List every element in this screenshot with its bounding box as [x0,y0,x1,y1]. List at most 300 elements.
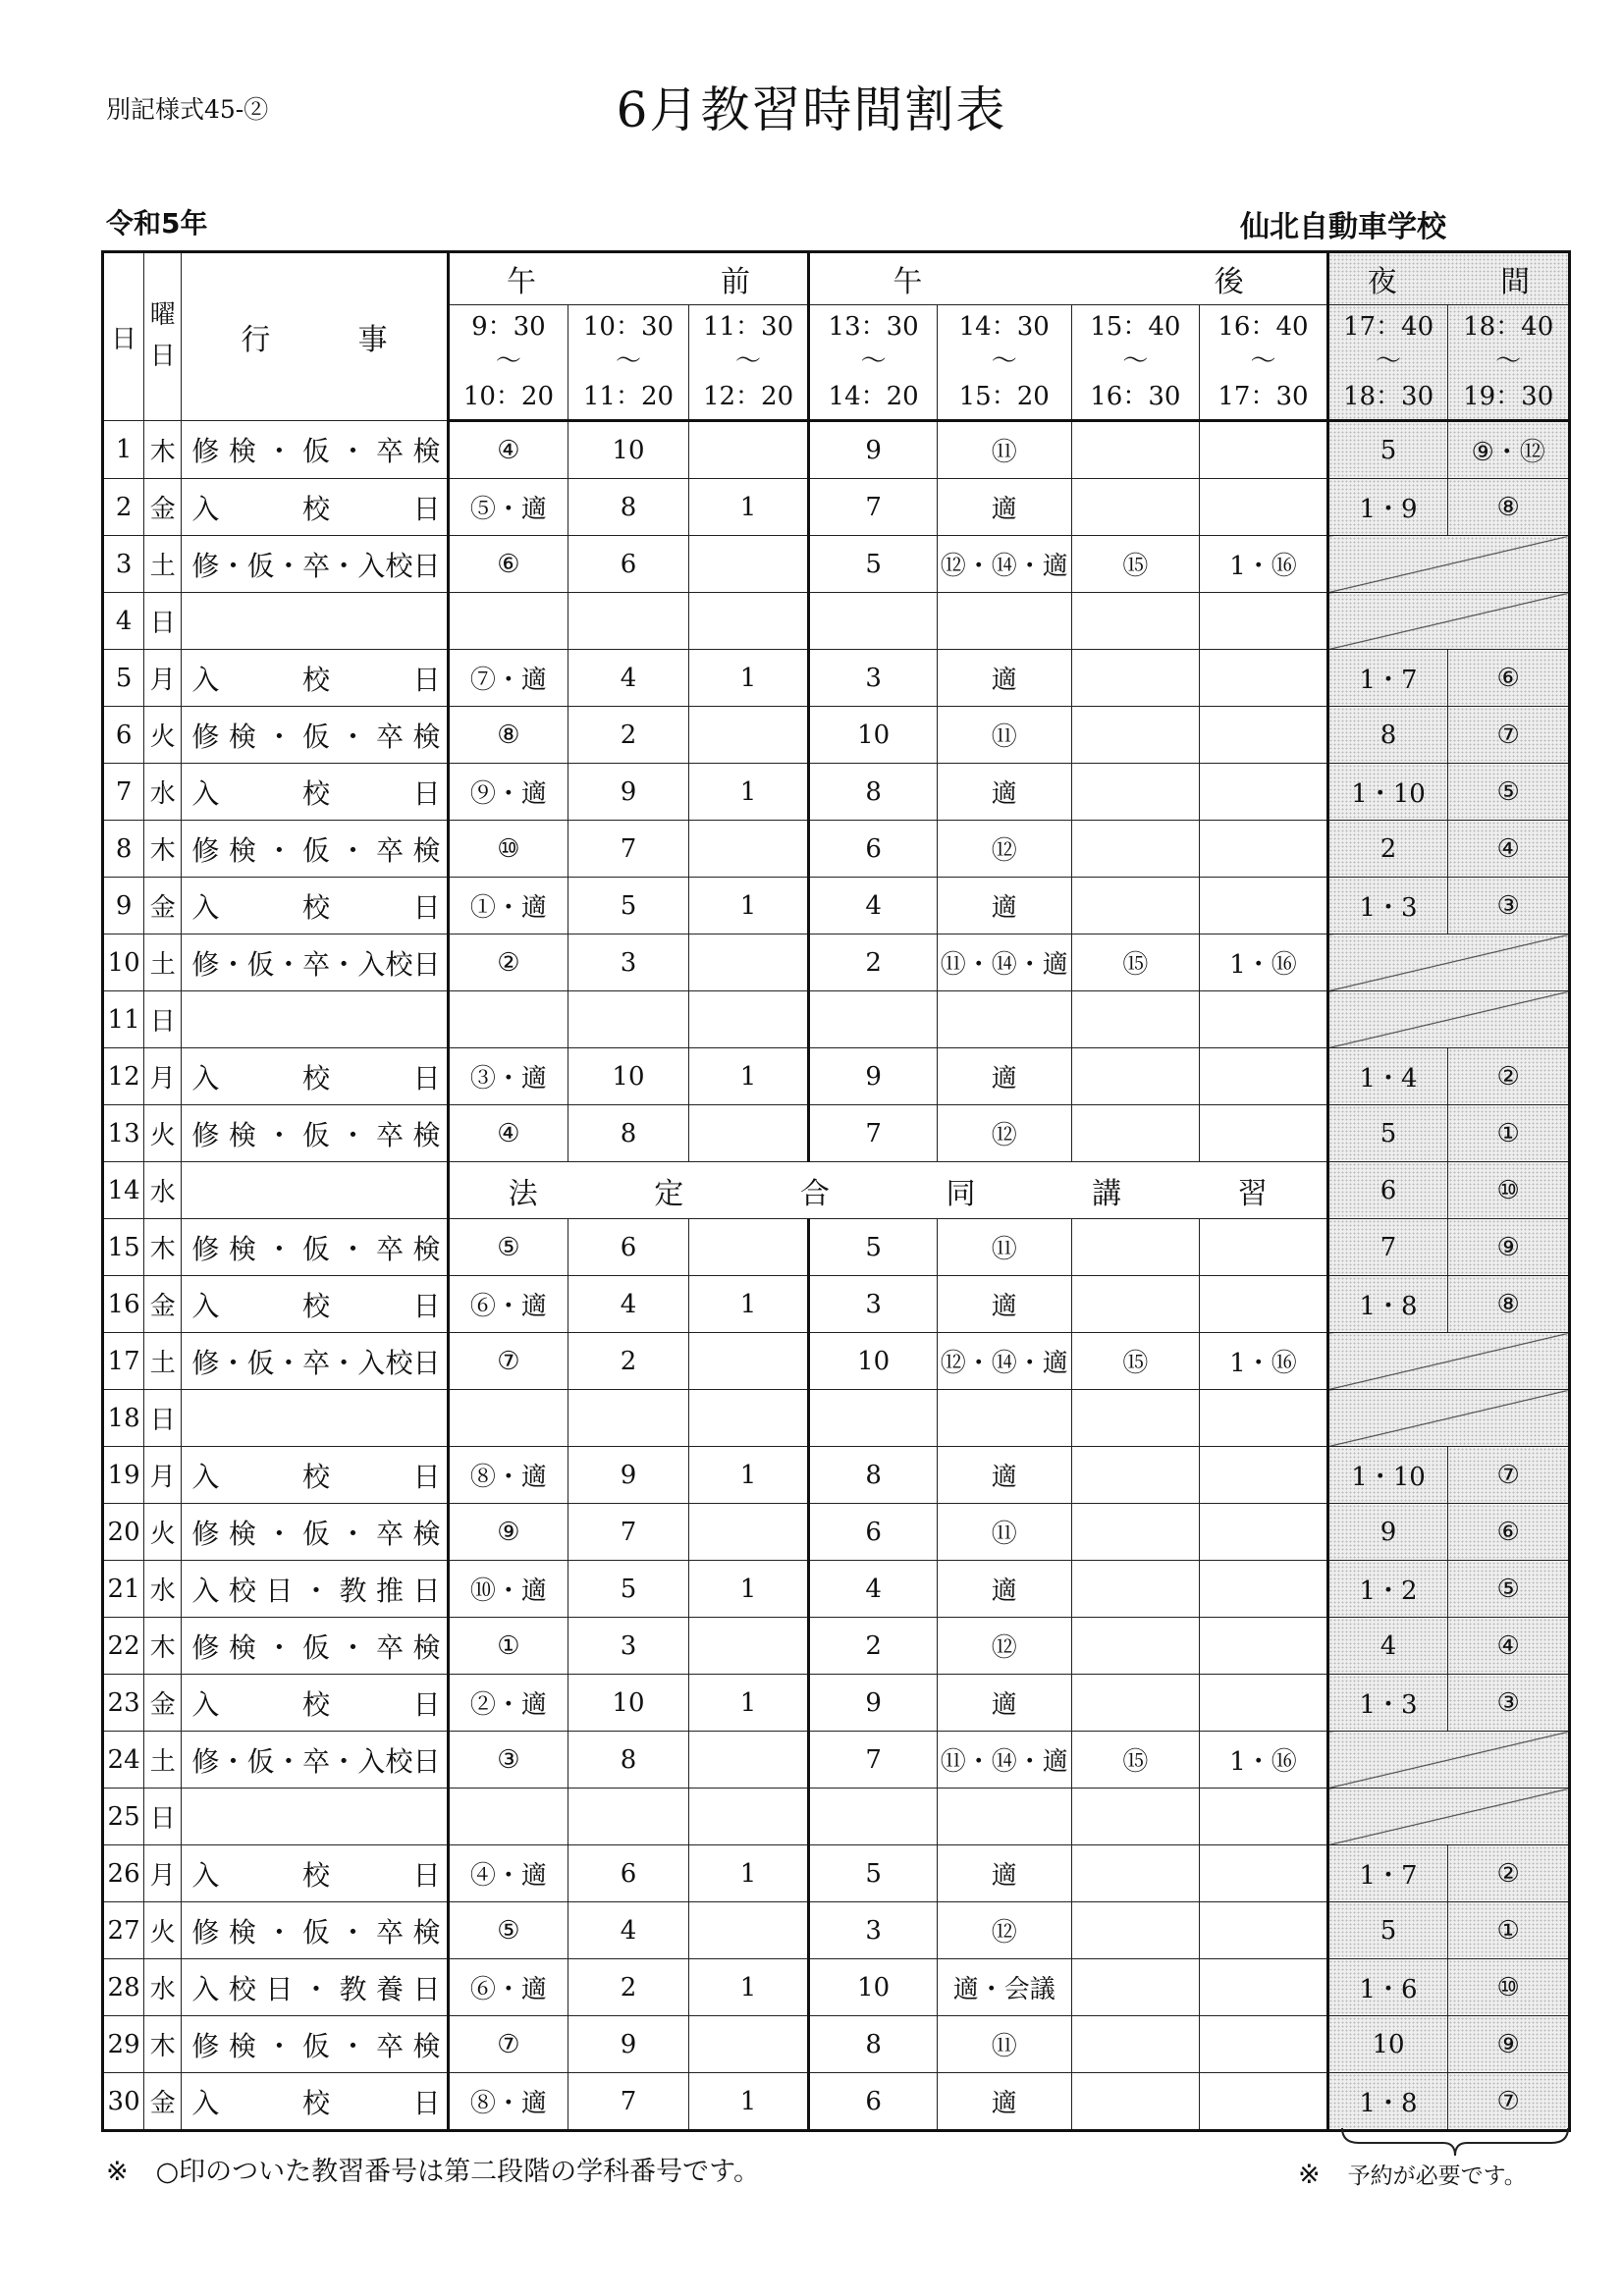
day-cell: 22 [103,1618,144,1675]
period-cell [1071,1675,1200,1732]
period-cell [1071,1845,1200,1902]
day-cell: 3 [103,536,144,593]
char: 入 [191,1460,220,1493]
night-cell: ① [1448,1902,1570,1959]
char: 習 [1237,1176,1268,1211]
period-cell: 4 [568,1276,689,1333]
day-cell: 10 [103,934,144,991]
char: 事 [357,323,388,357]
period-cell: 1・⑯ [1200,1333,1328,1390]
char: 卒 [376,2029,405,2062]
char: 校 [228,1574,256,1607]
night-cell: 8 [1327,707,1448,764]
night-cell: 2 [1327,821,1448,878]
night-cell: ③ [1448,878,1570,934]
weekday-cell: 木 [144,421,182,479]
period-end: 17：30 [1217,381,1309,411]
period-tilde: ～ [615,347,641,377]
char: 修 [191,2029,220,2062]
event-text [182,430,446,469]
period-cell: 4 [568,650,689,707]
char: 検 [228,1232,256,1265]
period-cell: 2 [568,1959,689,2016]
period-tilde: ～ [860,347,887,377]
event-text [182,886,446,926]
weekday-cell: 日 [144,1390,182,1447]
period-cell [1071,1902,1200,1959]
period-cell [1200,479,1328,536]
event-cell [182,479,448,536]
header-row [103,252,1570,305]
table-row [103,878,1570,934]
char: 修 [191,720,220,753]
period-cell: 5 [568,1561,689,1618]
event-text [182,1456,446,1495]
night-cell: ⑧ [1448,1276,1570,1333]
weekday-cell: 木 [144,821,182,878]
char: 検 [412,833,441,867]
night-cell: 1・7 [1327,650,1448,707]
period-cell: 1 [688,2073,809,2131]
event-cell [182,2073,448,2131]
period-cell: 9 [809,1048,938,1105]
night-cell: ⑨ [1448,2016,1570,2073]
event-text [182,1968,446,2007]
event-cell [182,593,448,650]
period-time [1071,305,1200,421]
weekday-cell: 月 [144,1048,182,1105]
period-cell [688,1390,809,1447]
page-title: 6月教習時間割表 [616,81,1007,138]
period-cell [448,593,568,650]
period-cell [1071,1618,1200,1675]
period-cell: ②・適 [448,1675,568,1732]
char: 校 [385,1744,413,1778]
night-cell: ⑦ [1448,2073,1570,2131]
period-cell: ⑪ [937,1504,1071,1561]
form-number: 別記様式45-② [106,95,269,124]
period-cell: ⑩ [448,821,568,878]
day-cell: 30 [103,2073,144,2131]
period-cell: 6 [809,2073,938,2131]
period-tilde: ～ [1376,347,1402,377]
period-cell [1200,1789,1328,1845]
weekday-cell: 月 [144,1845,182,1902]
spread-text [1329,257,1568,300]
period-cell [1071,1959,1200,2016]
period-cell: 5 [809,1845,938,1902]
char: ・ [330,1744,358,1778]
char: 行 [241,323,271,357]
char: 入 [191,1972,220,2005]
char: ・ [301,1574,330,1607]
day-cell: 7 [103,764,144,821]
period-cell [1200,1447,1328,1504]
period-cell: ③ [448,1732,568,1789]
period-cell: ⑦・適 [448,650,568,707]
spread-text [182,315,446,358]
period-cell [688,991,809,1048]
period-cell: 2 [809,1618,938,1675]
period-cell: ① [448,1618,568,1675]
day-cell: 25 [103,1789,144,1845]
char: 日 [412,1687,441,1721]
period-cell: ③・適 [448,1048,568,1105]
event-text [182,659,446,698]
period-cell: 3 [809,1276,938,1333]
period-end: 19：30 [1463,381,1554,411]
period-cell [688,593,809,650]
char: 仮 [301,720,330,753]
night-closed-cell [1327,934,1569,991]
char: 校 [228,1972,256,2005]
period-start: 15：40 [1090,312,1181,343]
day-cell: 24 [103,1732,144,1789]
period-cell [809,1390,938,1447]
char: ・ [339,1915,367,1949]
char: 修 [191,1232,220,1265]
period-cell: 適 [937,1276,1071,1333]
event-cell [182,707,448,764]
night-cell: 5 [1327,1105,1448,1162]
char: ・ [339,1517,367,1550]
event-cell [182,1732,448,1789]
char: 日 [412,776,441,810]
char: ・ [265,2029,294,2062]
day-cell: 27 [103,1902,144,1959]
char: 校 [301,776,330,810]
day-cell: 13 [103,1105,144,1162]
header-day: 日 [103,252,144,421]
period-cell: ⑨・適 [448,764,568,821]
period-cell [1071,479,1200,536]
period-cell [688,421,809,479]
period-cell: 2 [568,707,689,764]
period-start: 13：30 [828,312,919,343]
table-row [103,1048,1570,1105]
event-text [182,1854,446,1894]
joint-lecture-cell [448,1162,1327,1219]
char: 検 [228,1517,256,1550]
event-cell [182,1048,448,1105]
event-text [182,829,446,869]
weekday-cell: 月 [144,650,182,707]
period-cell [1200,1219,1328,1276]
period-cell: 3 [568,1618,689,1675]
event-cell [182,1504,448,1561]
period-cell [568,1789,689,1845]
weekday-cell: 火 [144,1504,182,1561]
char: 修 [191,833,220,867]
char: 卒 [301,947,330,981]
char: 修 [191,1744,220,1778]
weekday-cell: 木 [144,2016,182,2073]
event-cell [182,878,448,934]
char: 仮 [301,833,330,867]
night-closed-cell [1327,1390,1569,1447]
event-cell [182,2016,448,2073]
event-text [182,1627,446,1666]
period-cell: ⑧・適 [448,2073,568,2131]
char: 検 [412,1232,441,1265]
period-cell: 9 [568,2016,689,2073]
day-cell: 16 [103,1276,144,1333]
event-cell [182,1390,448,1447]
char: 卒 [376,1915,405,1949]
day-cell: 18 [103,1390,144,1447]
char: 校 [301,1061,330,1095]
char: 検 [412,1915,441,1949]
table-row [103,1561,1570,1618]
period-start: 18：40 [1463,312,1554,343]
table-row [103,1789,1570,1845]
period-cell: 1 [688,1048,809,1105]
char: 入 [191,1574,220,1607]
period-cell [937,991,1071,1048]
night-closed-cell [1327,593,1569,650]
char: 夜 [1367,265,1397,299]
day-cell: 17 [103,1333,144,1390]
char: 養 [376,1972,405,2005]
char: 検 [228,720,256,753]
period-cell: 7 [809,479,938,536]
period-cell: 6 [568,536,689,593]
period-cell: ⑤ [448,1902,568,1959]
period-cell [1200,707,1328,764]
period-cell: 5 [809,536,938,593]
day-cell: 4 [103,593,144,650]
period-cell: ⑤・適 [448,479,568,536]
char: ・ [219,549,247,582]
char: 日 [149,342,176,371]
period-cell: 4 [568,1902,689,1959]
char: 教 [339,1574,367,1607]
night-cell: 1・9 [1327,479,1448,536]
period-tilde: ～ [495,347,521,377]
period-cell: 7 [568,1504,689,1561]
char: ・ [265,1517,294,1550]
period-cell: 8 [568,1732,689,1789]
table-row [103,421,1570,479]
weekday-cell: 土 [144,934,182,991]
char: 入 [357,947,386,981]
period-cell: ⑮ [1071,1732,1200,1789]
period-cell: 3 [809,1902,938,1959]
char: ・ [339,1630,367,1664]
char: ・ [339,833,367,867]
night-cell: ④ [1448,1618,1570,1675]
char: 合 [799,1176,830,1211]
period-cell [1200,2073,1328,2131]
night-closed-cell [1327,991,1569,1048]
period-cell [1200,764,1328,821]
period-cell: ⑧ [448,707,568,764]
char: 仮 [246,1346,275,1379]
period-start: 17：40 [1342,312,1434,343]
char: 修 [191,1346,220,1379]
char: 日 [412,663,441,696]
night-cell: ⑥ [1448,1504,1570,1561]
char: 校 [301,1858,330,1892]
period-end: 11：20 [582,381,675,411]
event-text [182,773,446,812]
period-cell [688,1504,809,1561]
char: 検 [228,435,256,467]
day-cell: 15 [103,1219,144,1276]
char: 曜 [149,300,176,331]
period-cell: 4 [809,878,938,934]
char: 校 [301,1289,330,1322]
period-cell [688,1333,809,1390]
event-cell [182,1561,448,1618]
period-cell: ⑮ [1071,934,1200,991]
event-cell [182,1959,448,2016]
period-cell: 7 [568,2073,689,2131]
night-cell: ⑦ [1448,707,1570,764]
char: 校 [385,947,413,981]
night-closed-cell [1327,536,1569,593]
char: 日 [412,1972,441,2005]
night-cell: 7 [1327,1219,1448,1276]
table-row [103,650,1570,707]
header-night [1327,252,1569,305]
night-closed-cell [1327,1789,1569,1845]
char: 検 [412,1630,441,1664]
period-cell: 2 [568,1333,689,1390]
table-row [103,991,1570,1048]
day-cell: 29 [103,2016,144,2073]
night-cell: ⑨・⑫ [1448,421,1570,479]
char: 法 [508,1176,538,1211]
period-cell: 1 [688,1276,809,1333]
night-cell: 1・10 [1327,1447,1448,1504]
day-cell: 26 [103,1845,144,1902]
period-cell [1071,1390,1200,1447]
footnote-left [106,2150,760,2188]
period-cell [688,1789,809,1845]
period-cell [568,991,689,1048]
char: ・ [339,2029,367,2062]
table-row [103,934,1570,991]
char: 卒 [376,1517,405,1550]
char: 午 [893,265,923,299]
event-text [182,545,446,584]
period-cell: 適 [937,878,1071,934]
period-cell: 1・⑯ [1200,1732,1328,1789]
period-cell [1200,650,1328,707]
period-cell: 適 [937,1561,1071,1618]
period-end: 10：20 [462,381,554,411]
period-cell [688,1902,809,1959]
period-cell: ⑦ [448,1333,568,1390]
night-closed-cell [1327,1333,1569,1390]
char: 推 [376,1574,405,1607]
char: 入 [191,492,220,525]
period-cell [937,593,1071,650]
table-row [103,2016,1570,2073]
char: 検 [412,2029,441,2062]
period-cell: 1 [688,1447,809,1504]
period-cell [568,593,689,650]
period-cell [568,1390,689,1447]
period-cell: ⑨ [448,1504,568,1561]
period-cell [1200,421,1328,479]
period-cell: 7 [809,1105,938,1162]
event-cell [182,991,448,1048]
note-mark: ※ [106,2157,129,2187]
weekday-cell: 月 [144,1447,182,1504]
period-cell [809,991,938,1048]
char: 検 [412,720,441,753]
period-cell: 8 [809,1447,938,1504]
period-cell [937,1390,1071,1447]
event-text [182,1114,446,1153]
table-row [103,1447,1570,1504]
char: 日 [412,492,441,525]
event-cell [182,536,448,593]
night-cell: 1・6 [1327,1959,1448,2016]
char: ・ [265,1630,294,1664]
char: 修 [191,435,220,467]
table-row [103,764,1570,821]
period-start: 14：30 [958,312,1050,343]
event-cell [182,1902,448,1959]
night-cell: 4 [1327,1618,1448,1675]
period-cell: 3 [568,934,689,991]
night-cell: ⑨ [1448,1219,1570,1276]
note-mark: ※ [1298,2160,1321,2190]
period-cell [1200,1845,1328,1902]
day-cell: 20 [103,1504,144,1561]
period-end: 14：20 [828,381,919,411]
school-name: 仙北自動車学校 [1240,210,1446,244]
char: 入 [191,1061,220,1095]
period-cell: 適 [937,1048,1071,1105]
char: 仮 [246,549,275,582]
period-cell [1071,1276,1200,1333]
period-cell [448,991,568,1048]
weekday-cell: 水 [144,1162,182,1219]
period-cell: ⑪ [937,1219,1071,1276]
char: 入 [191,776,220,810]
period-cell [1200,1959,1328,2016]
char: ・ [274,947,302,981]
period-cell: ⑮ [1071,536,1200,593]
period-cell [688,934,809,991]
char: ・ [274,549,302,582]
event-cell [182,650,448,707]
table-row [103,593,1570,650]
char: ・ [265,1915,294,1949]
period-cell: ⑫・⑭・適 [937,1333,1071,1390]
night-cell: ④ [1448,821,1570,878]
period-cell [688,1618,809,1675]
char: 日 [412,1289,441,1322]
day-cell: 8 [103,821,144,878]
period-cell: 1 [688,1959,809,2016]
char: 入 [191,1687,220,1721]
night-cell: ⑩ [1448,1162,1570,1219]
period-start: 10：30 [582,312,675,343]
char: ・ [274,1346,302,1379]
period-cell [1071,1789,1200,1845]
period-cell: 10 [809,707,938,764]
period-cell: ⑪・⑭・適 [937,934,1071,991]
weekday-cell: 金 [144,1675,182,1732]
table-row [103,2073,1570,2131]
char: ・ [265,833,294,867]
period-cell: 適 [937,764,1071,821]
